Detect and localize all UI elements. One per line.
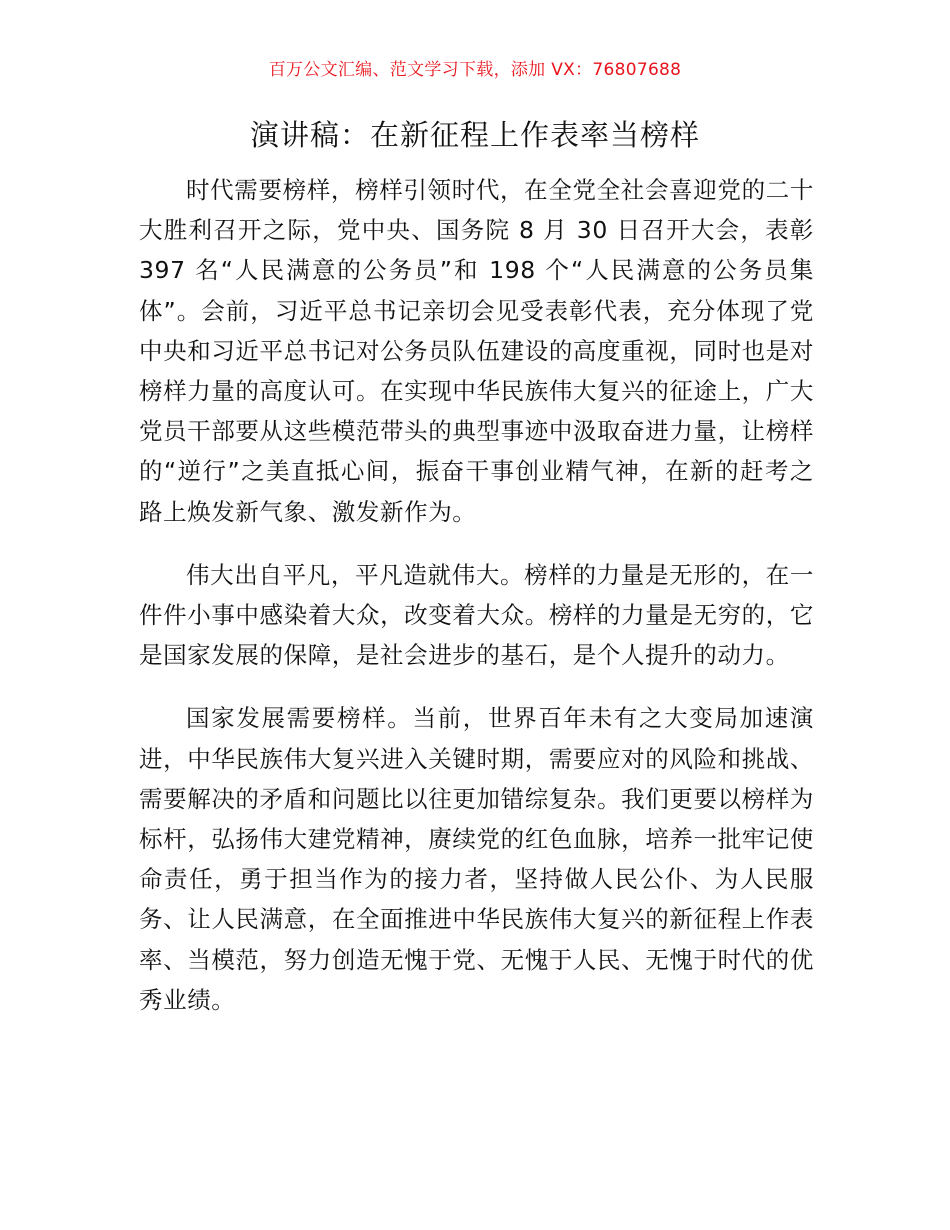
paragraph-1: 时代需要榜样，榜样引领时代，在全党全社会喜迎党的二十大胜利召开之际，党中央、国务院 8 月 30 日召开大会，表彰 397 名“人民满意的公务员”和 198 个“人民满意的公务员集体”。会前，习近平总书记亲切会见受表彰代表，充分体现了党中央和习近平总书记对公务员队伍建设的高度重视，同时也是对榜样力量的高度认可。在实现中华民族伟大复兴的征途上，广大党员干部要从这些模范带头的典型事迹中汲取奋进力量，让榜样的“逆行”之美直抵心间，振奋干事创业精气神，在新的赶考之路上焕发新气象、激发新作为。 (139, 176, 814, 526)
document-body (139, 170, 814, 1043)
paragraph-2: 伟大出自平凡，平凡造就伟大。榜样的力量是无形的，在一件件小事中感染着大众，改变着大众。榜样的力量是无穷的，它是国家发展的保障，是社会进步的基石，是个人提升的动力。 (139, 560, 814, 670)
header-promo-note: 百万公文汇编、范文学习下载，添加 VX：76807688 (268, 60, 682, 80)
paragraph-3: 国家发展需要榜样。当前，世界百年未有之大变局加速演进，中华民族伟大复兴进入关键时期，需要应对的风险和挑战、需要解决的矛盾和问题比以往更加错综复杂。我们更要以榜样为标杆，弘扬伟大建党精神，赓续党的红色血脉，培养一批牢记使命责任，勇于担当作为的接力者，坚持做人民公仆、为人民服务、让人民满意，在全面推进中华民族伟大复兴的新征程上作表率、当模范，努力创造无愧于党、无愧于人民、无愧于时代的优秀业绩。 (139, 704, 814, 1014)
document-title: 演讲稿：在新征程上作表率当榜样 (249, 118, 700, 152)
